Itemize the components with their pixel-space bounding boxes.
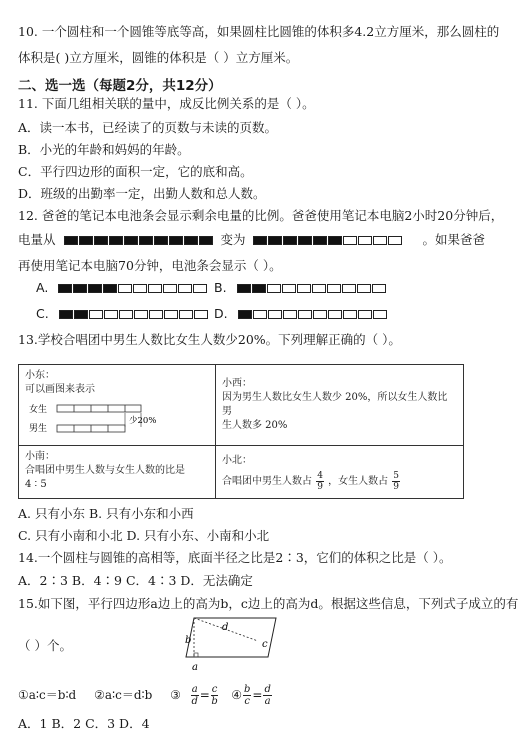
girls-fraction [392,471,400,492]
battery-cell [118,284,132,293]
battery-cell [328,236,342,245]
xiaobei-title: 小北： [222,455,252,466]
formula-1: ①a∶c＝b∶d [18,688,77,702]
battery-cell [88,284,102,293]
q12-line2 [18,232,485,248]
xiaoxi-text2: 生人数多 20% [222,420,288,431]
battery-cell [282,284,296,293]
q12-option-c-label: C. [36,306,49,321]
parallelogram-figure [176,612,286,674]
battery-cell [193,284,207,293]
q12-line3: 再使用笔记本电脑70分钟，电池条会显示（ ）。 [18,258,282,273]
battery-cell [163,284,177,293]
battery-cell [267,284,281,293]
formula-4-frac-bc-num: b [243,684,251,695]
cell-xiaoxi [216,365,464,446]
q10-line2: 体积是( )立方厘米，圆锥的体积是（ ）立方厘米。 [18,50,299,65]
q12-option-d-label: D. [214,306,228,321]
parallelogram-shape [186,618,276,657]
girls-bar [57,405,141,412]
battery-cell [327,284,341,293]
q10-line1: 10. 一个圆柱和一个圆锥等底等高，如果圆柱比圆锥的体积多4.2立方厘米，那么圆柱的 [18,24,500,39]
q12-if-text: 。如果爸爸 [422,232,485,247]
battery-cell [253,236,267,245]
q14-options: A．2∶3 B．4∶9 C．4∶3 D．无法确定 [18,573,253,588]
q12-option-d [214,306,387,321]
formula-3-frac-cb [211,684,219,707]
battery-cell [313,310,327,319]
battery-cell [73,284,87,293]
battery-option-b [237,284,386,293]
q13-options-2: C. 只有小南和小北 D. 只有小东、小南和小北 [18,528,270,543]
q12-line1: 12. 爸爸的笔记本电池条会显示剩余电量的比例。爸爸使用笔记本电脑2小时20分钟后， [18,208,504,223]
q12-option-b-label: B. [214,280,227,295]
formula-3-frac-ad-num: a [191,684,198,695]
battery-cell [237,284,251,293]
label-c: c [262,639,268,650]
battery-cell [253,310,267,319]
q11-option-d: D．班级的出勤率一定，出勤人数和总人数。 [18,186,266,201]
battery-to [253,236,402,245]
q12-option-a [36,280,207,295]
battery-cell [312,284,326,293]
battery-cell [169,236,183,245]
battery-cell [94,236,108,245]
battery-cell [373,236,387,245]
battery-cell [89,310,103,319]
formula-3-frac-ad-den: d [191,696,198,707]
boys-fraction [316,471,324,492]
battery-cell [313,236,327,245]
battery-cell [373,310,387,319]
battery-option-c [59,310,208,319]
q11-option-a: A．读一本书，已经读了的页数与未读的页数。 [18,120,278,135]
label-a: a [192,662,198,673]
xiaobei-text2: ，女生人数占 [328,476,389,487]
label-d: d [222,622,229,633]
q15-line2: （ ）个。 [18,638,72,653]
battery-cell [148,284,162,293]
battery-cell [134,310,148,319]
battery-cell [252,284,266,293]
cell-xiaonan [19,446,216,499]
xiaoxi-title: 小西： [222,378,252,389]
q12-option-a-label: A. [36,280,49,295]
label-b: b [185,635,192,646]
xiaobei-text1: 合唱团中男生人数占 [222,476,312,487]
battery-cell [358,310,372,319]
formula-4-frac-bc [243,684,251,707]
battery-cell [357,284,371,293]
q15-line1: 15.如下图，平行四边形a边上的高为b，c边上的高为d。根据这些信息，下列式子成立的有 [18,596,519,611]
cell-xiaodong [19,365,216,446]
xiaodong-text: 可以画图来表示 [25,384,95,395]
battery-cell [184,236,198,245]
formula-4-frac-bc-den: c [244,696,250,707]
battery-cell [283,310,297,319]
battery-cell [124,236,138,245]
formula-4-mark: ④ [231,688,242,702]
battery-cell [178,284,192,293]
battery-from [64,236,213,245]
formula-3-frac-cb-den: b [211,696,218,707]
section-title: 二、选一选（每题2分，共12分） [18,78,222,94]
xiaonan-text: 合唱团中男生人数与女生人数的比是 [25,465,185,476]
battery-cell [119,310,133,319]
boys-label: 男生 [29,424,48,434]
q12-option-c [36,306,208,321]
battery-cell [58,284,72,293]
battery-cell [74,310,88,319]
battery-cell [64,236,78,245]
cell-xiaobei [216,446,464,499]
q13-options-1: A. 只有小东 B. 只有小东和小西 [18,506,194,521]
battery-option-a [58,284,207,293]
formula-2: ②a∶c＝d∶b [94,688,153,702]
xiaoxi-text: 因为男生人数比女生人数少 20%，所以女生人数比男 [222,392,448,417]
battery-cell [194,310,208,319]
battery-cell [154,236,168,245]
battery-cell [388,236,402,245]
battery-cell [164,310,178,319]
battery-cell [358,236,372,245]
formula-3-frac-ad [191,684,199,707]
battery-cell [139,236,153,245]
q15-options: A．1 B．2 C．3 D．4 [18,716,150,731]
battery-cell [59,310,73,319]
girls-fraction-den: 9 [393,482,400,492]
girls-fraction-num: 5 [393,471,400,481]
q15-formulas: ①a∶c＝b∶d ②a∶c＝d∶b ③ $\frac{a}{d}$ = $\frac{c}{b}$ ④ $\frac{b}{c}$ = $\frac{d}{a}$ [18,684,271,707]
battery-cell [343,310,357,319]
q12-from-text: 电量从 [18,232,56,247]
boys-bar [57,425,125,432]
battery-cell [109,236,123,245]
less-label: 少20% [129,416,157,426]
battery-cell [133,284,147,293]
battery-cell [104,310,118,319]
battery-cell [298,236,312,245]
battery-cell [298,310,312,319]
formula-3-mark: ③ [170,688,181,702]
q12-option-b [214,280,386,295]
formula-3-frac-cb-num: c [211,684,218,695]
battery-cell [297,284,311,293]
q14-stem: 14.一个圆柱与圆锥的高相等，底面半径之比是2∶3，它们的体积之比是（ ）。 [18,550,452,565]
battery-option-d [238,310,387,319]
q13-opinion-table [18,364,464,499]
q11-stem: 11. 下面几组相关联的量中，成反比例关系的是（ ）。 [18,96,315,111]
formula-4-frac-da-num: d [264,684,271,695]
battery-cell [238,310,252,319]
q11-option-c: C．平行四边形的面积一定，它的底和高。 [18,164,253,179]
formula-4-frac-da [263,684,271,707]
q13-stem: 13.学校合唱团中男生人数比女生人数少20%。下列理解正确的（ ）。 [18,332,401,347]
battery-cell [79,236,93,245]
girls-label: 女生 [29,405,48,415]
q12-to-text: 变为 [220,232,246,247]
battery-cell [149,310,163,319]
battery-cell [199,236,213,245]
q11-option-b: B．小光的年龄和妈妈的年龄。 [18,142,190,157]
xiaonan-title: 小南： [25,451,55,462]
battery-cell [268,310,282,319]
xiaodong-title: 小东： [25,370,55,381]
xiaobei-text [222,471,457,492]
bar-diagram [25,397,205,439]
right-angle-mark [194,653,198,657]
boys-fraction-den: 9 [317,482,323,492]
battery-cell [103,284,117,293]
boys-fraction-num: 4 [317,471,323,481]
battery-cell [328,310,342,319]
battery-cell [283,236,297,245]
battery-cell [342,284,356,293]
formula-4-frac-da-den: a [264,696,271,707]
xiaonan-ratio: 4 ∶ 5 [25,479,47,490]
battery-cell [268,236,282,245]
battery-cell [343,236,357,245]
battery-cell [372,284,386,293]
battery-cell [179,310,193,319]
